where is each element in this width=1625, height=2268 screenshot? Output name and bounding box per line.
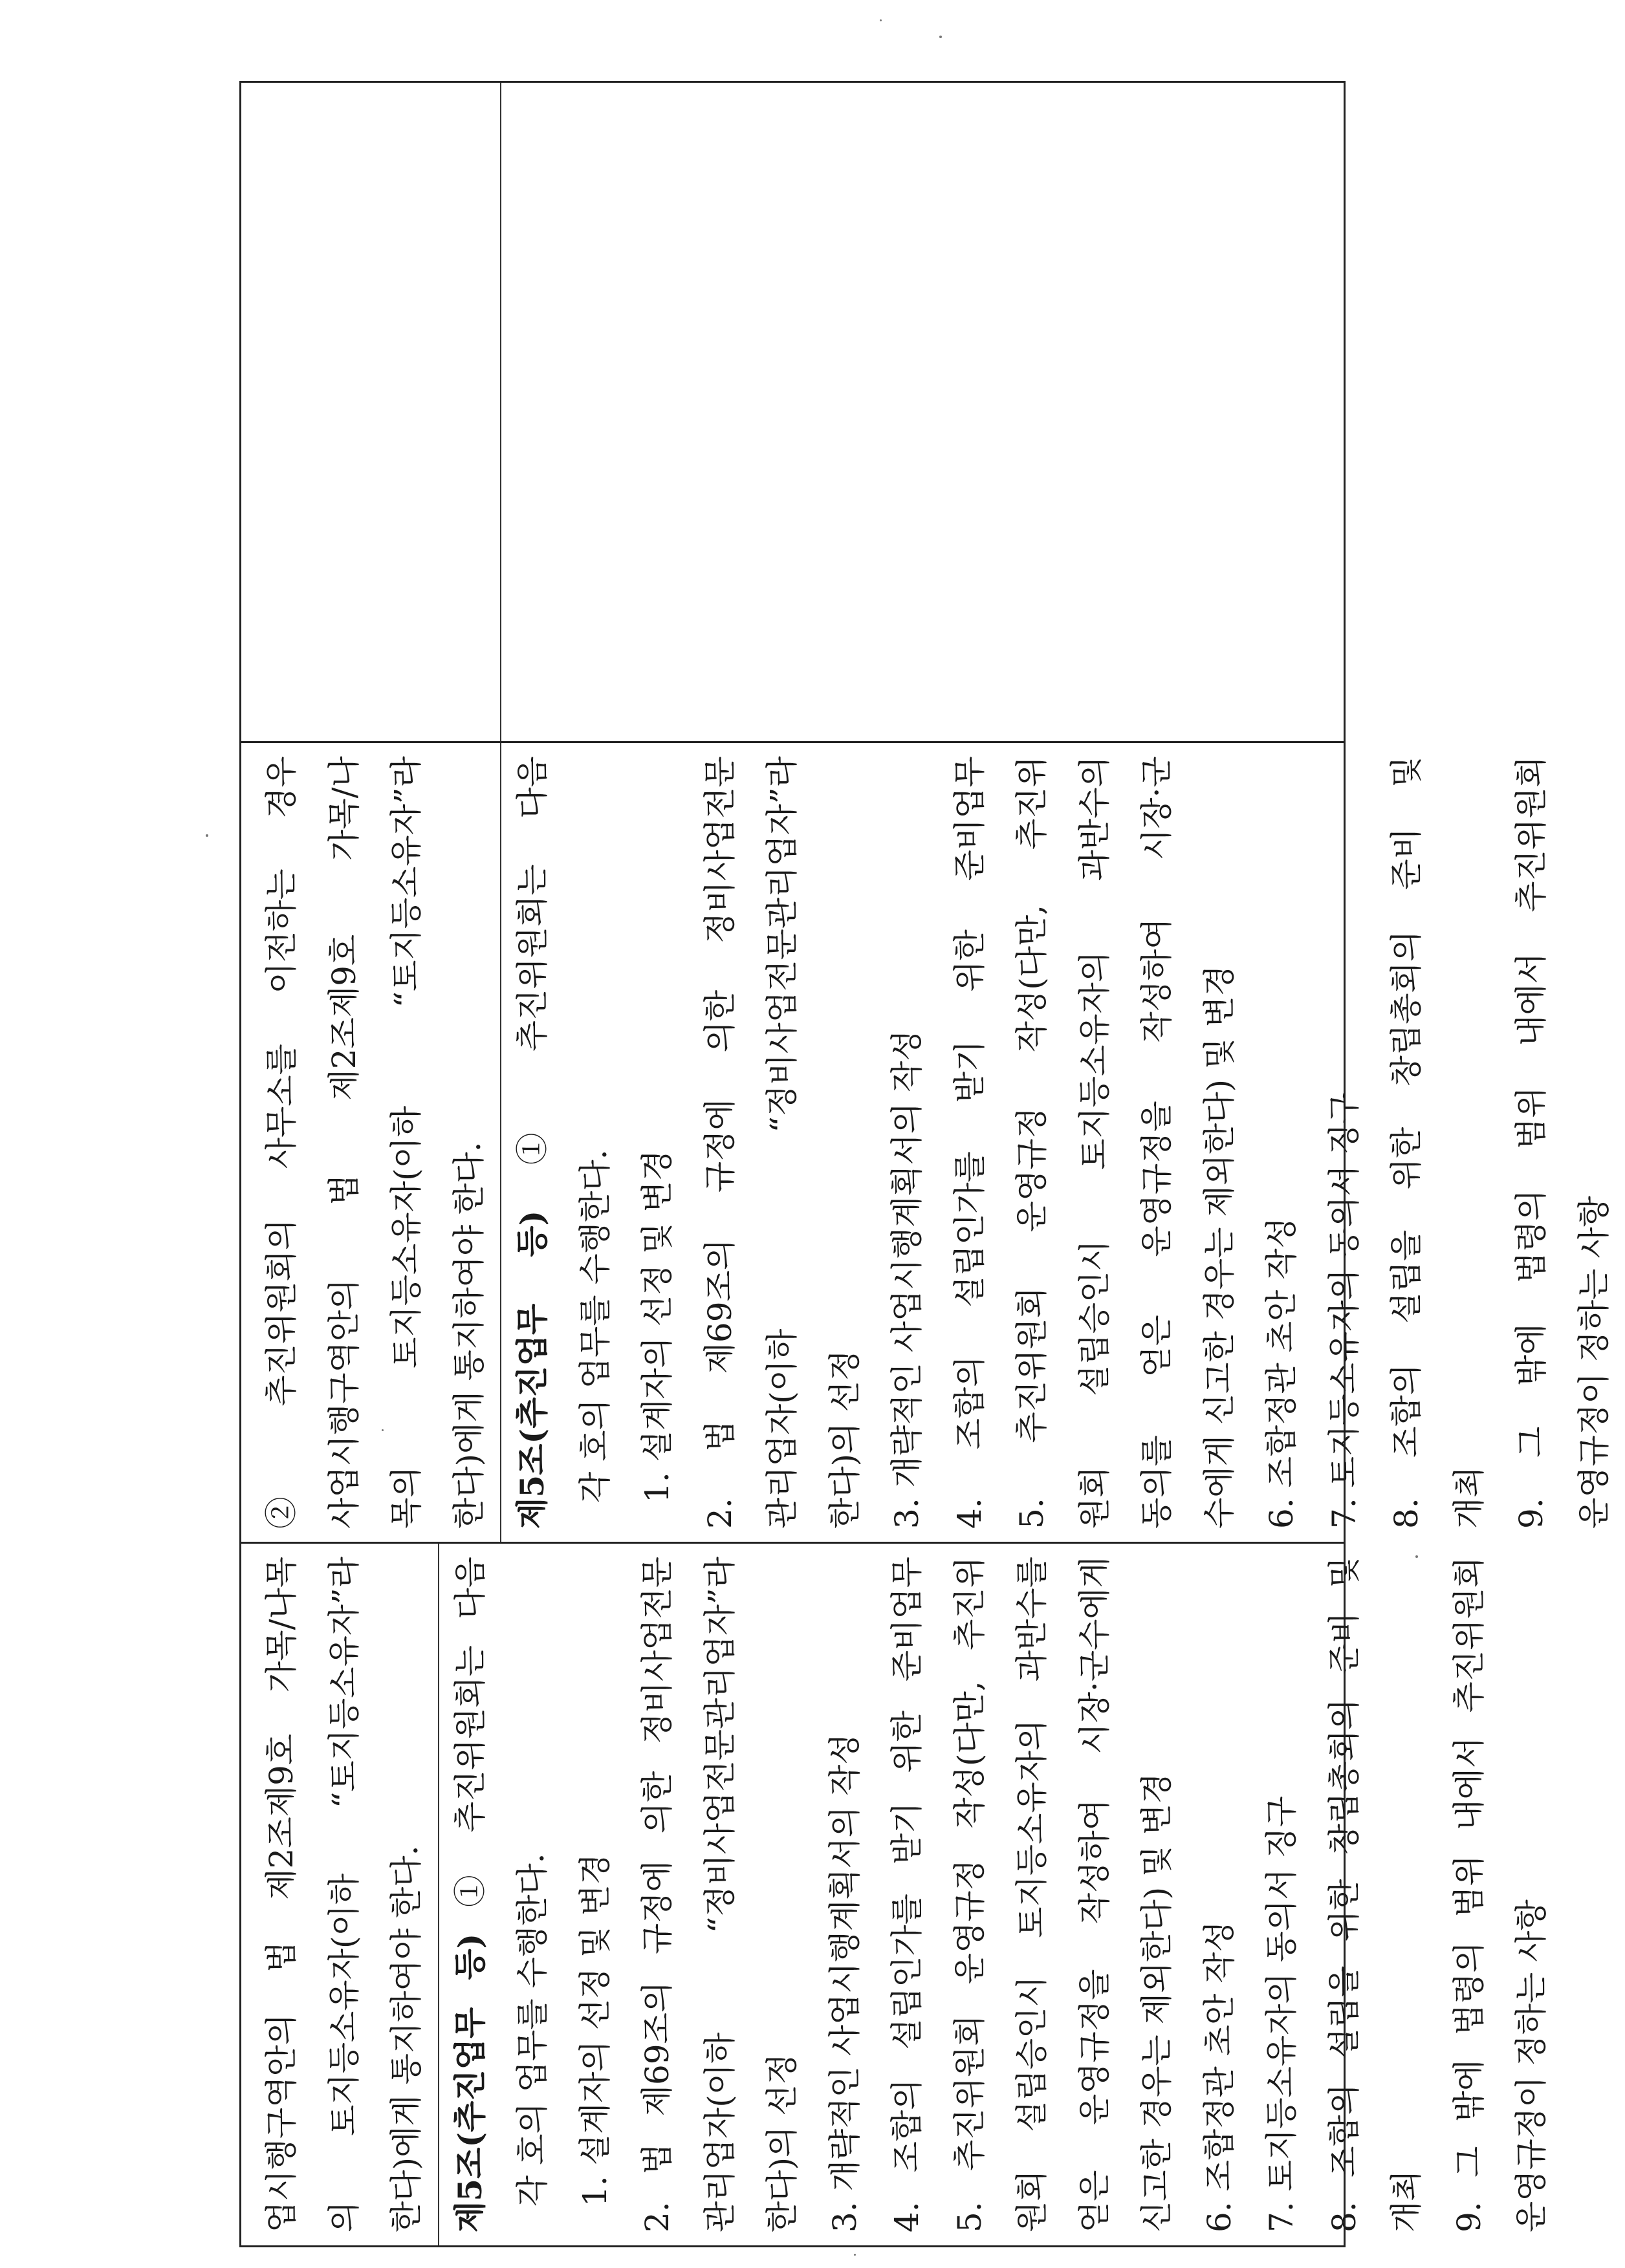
text-line: 개최	[1388, 2170, 1425, 2232]
empty-cell-top	[313, 96, 376, 728]
text-line: 신고한 경우는 제외한다) 및 변경	[1138, 1773, 1175, 2232]
right-column-empty	[241, 83, 1344, 741]
list-item: 4. 조합의 설립인가를 받기 위한 준비업무	[888, 1556, 926, 2232]
list-item: 7. 토지등소유자의 동의서 징구	[1325, 1092, 1363, 1529]
row-divider	[500, 83, 501, 741]
article-heading-rest: ① 추진위원회는 다음	[451, 1556, 489, 1934]
text-line: 한다)의 선정	[763, 2053, 801, 2232]
list-item: 2. 법 제69조의 규정에 의한 정비사업전문	[701, 756, 739, 1529]
text-line: 사업시행구역안의 법 제2조제9호 가목/나	[325, 756, 363, 1529]
rotated-comparison-table	[239, 81, 1613, 2247]
text-line: 얻은 운영규정을 작성하여 시장·군수에게	[1075, 1556, 1113, 2232]
text-line: 운영규정이 정하는 사항	[1575, 1196, 1613, 1529]
list-item: 3. 개략적인 사업시행계획서의 작성	[825, 1733, 864, 2232]
scan-speck	[854, 2254, 856, 2256]
list-item: 9. 그 밖에 법령의 범위 내에서 추진위원회	[1512, 756, 1550, 1529]
list-item: 1. 설계자의 선정 및 변경	[638, 1149, 676, 1503]
scan-speck	[206, 834, 208, 837]
text-line: 원회 설립승인시 토지등소유자의 과반수의	[1075, 756, 1113, 1529]
text-line: 한다)에게 통지하여야 한다.	[387, 1845, 425, 2232]
list-item: 3. 개략적인 사업시행계획서의 작성	[888, 1030, 926, 1529]
text-line: 각 호의 업무를 수행한다.	[576, 1149, 614, 1503]
scan-speck	[1415, 1555, 1418, 1558]
scan-speck	[880, 19, 882, 21]
list-item: 8. 조합의 설립을 위한 창립총회의 준비 및	[1388, 756, 1425, 1529]
text-line: 동의를 얻은 운영규정을 작성하여 시장·군	[1138, 756, 1175, 1529]
article-heading-rest: ① 추진위원회는 다음	[514, 756, 551, 1211]
empty-cell-top	[250, 96, 313, 728]
list-item: 7. 토지등소유자의 동의서 징구	[1263, 1796, 1300, 2232]
text-line: 개최	[1450, 1466, 1488, 1529]
list-item: 1. 설계자의 선정 및 변경	[576, 1853, 614, 2207]
scan-speck	[939, 36, 942, 38]
list-item: 6. 조합정관 초안 작성	[1200, 1921, 1238, 2232]
empty-cell-top	[438, 96, 501, 728]
list-item: 2. 법 제69조의 규정에 의한 정비사업전문	[638, 1556, 676, 2232]
article-heading: 제5조(추진업무 등)	[450, 1933, 489, 2232]
list-item: 9. 그 밖에 법령의 범위 내에서 추진위원회	[1450, 1556, 1488, 2232]
text-line: ② 추진위원회의 사무소를 이전하는 경우	[263, 756, 300, 1529]
text-line: 목의 토지등소유자(이하 “토지등소유자”라	[387, 756, 425, 1529]
text-line: 수에게 신고한 경우는 제외한다) 및 변경	[1200, 965, 1238, 1529]
text-line: 업시행구역안의 법 제2조제9호 가목/나목	[263, 1556, 300, 2232]
list-item: 5. 추진위원회 운영규정 작성(다만, 추진위	[950, 1556, 988, 2232]
list-item: 4. 조합의 설립인가를 받기 위한 준비업무	[950, 756, 988, 1529]
list-item: 5. 추진위원회 운영규정 작성(다만, 추진위	[1013, 756, 1051, 1529]
text-line: 원회 설립승인시 토지등소유자의 과반수를	[1013, 1556, 1051, 2232]
text-line: 의 토지등소유자(이하 “토지등소유자”라	[325, 1556, 363, 2232]
text-line: 관리업자(이하 “정비사업전문관리업자”라	[763, 756, 801, 1529]
text-line: 각 호의 업무를 수행한다.	[514, 1853, 551, 2207]
list-item: 8. 조합의 설립을 위한 창립총회의 준비 및	[1325, 1556, 1363, 2232]
left-column	[241, 1542, 1550, 2245]
empty-cell-top	[375, 96, 438, 728]
scan-speck	[382, 1429, 384, 1431]
article-heading-line	[501, 756, 564, 1529]
text-line: 관리업자(이하 “정비사업전문관리업자”라	[701, 1556, 739, 2232]
text-line: 한다)에게 통지하여야 한다.	[450, 1141, 488, 1529]
list-item: 6. 조합정관 초안 작성	[1263, 1217, 1300, 1529]
article-heading-line	[439, 1557, 502, 2232]
middle-column	[241, 741, 1613, 1542]
article-heading: 제5조(추진업무 등)	[513, 1210, 551, 1529]
text-line: 한다)의 선정	[825, 1350, 864, 1529]
text-line: 운영규정이 정하는 사항	[1512, 1899, 1550, 2232]
